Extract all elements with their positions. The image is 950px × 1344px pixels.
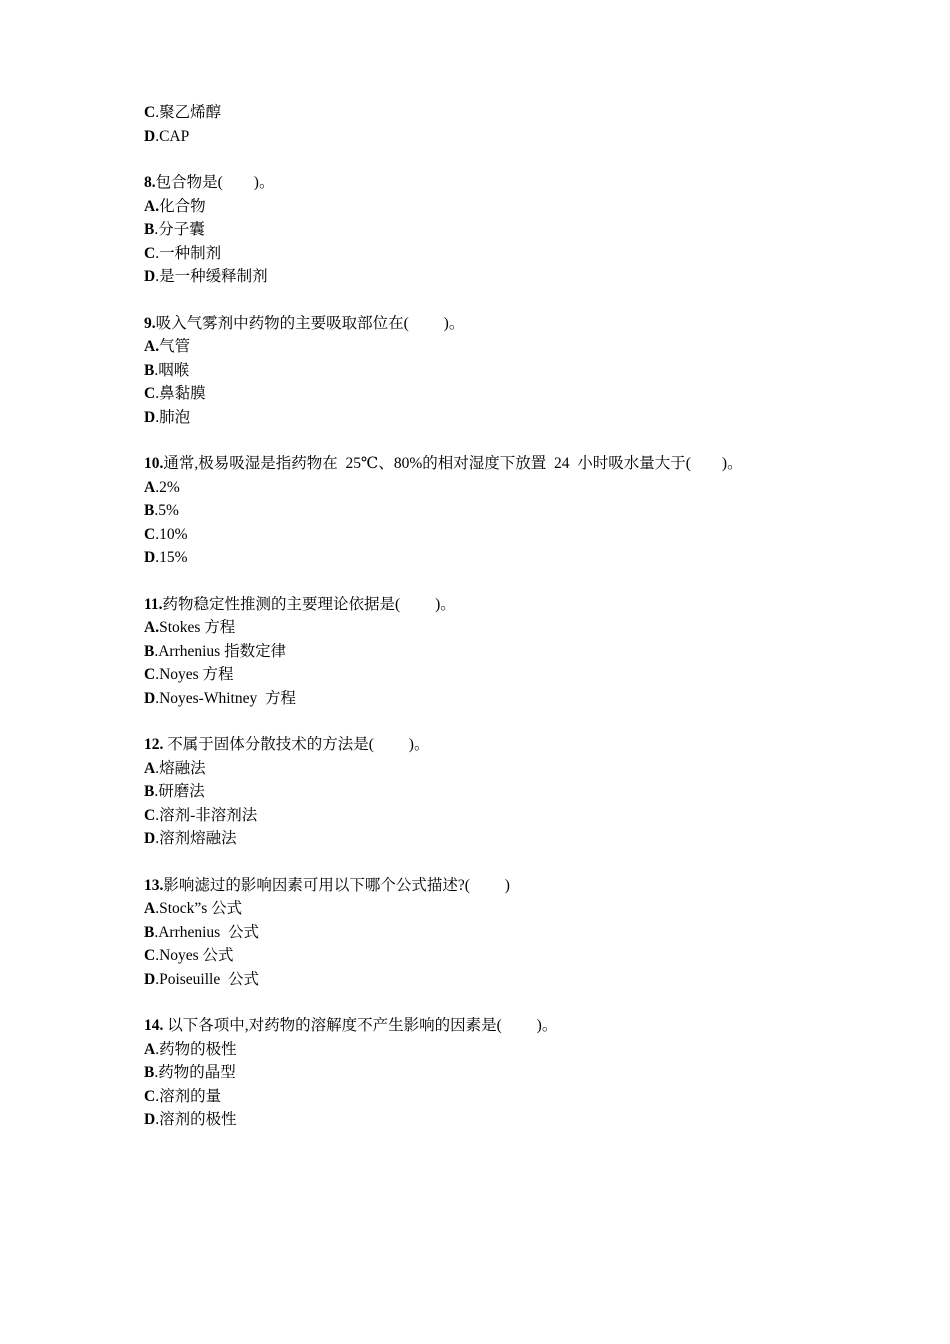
answer-option	[144, 499, 844, 523]
question-number: 13.	[144, 876, 164, 894]
option-text: .溶剂熔融法	[155, 830, 237, 847]
option-letter: C	[144, 806, 156, 824]
answer-option	[144, 1108, 844, 1132]
block-spacer	[144, 851, 844, 874]
option-text: 化合物	[159, 197, 206, 215]
option-letter: B	[144, 502, 155, 519]
question-number: 9.	[144, 314, 156, 332]
option-letter: B	[144, 642, 155, 660]
question-number: 10.	[144, 455, 164, 472]
question-text: 不属于固体分散技术的方法是( )。	[163, 736, 430, 753]
question-text: 以下各项中,对药物的溶解度不产生影响的因素是( )。	[163, 1017, 558, 1034]
option-text: .溶剂的量	[155, 1087, 222, 1105]
answer-option	[144, 616, 844, 640]
answer-option	[144, 827, 844, 851]
answer-option	[144, 757, 844, 781]
option-text: .Arrhenius 公式	[154, 923, 259, 941]
option-text: .分子囊	[154, 221, 205, 238]
answer-option	[144, 406, 844, 430]
question-text: 影响滤过的影响因素可用以下哪个公式描述?( )	[163, 876, 510, 894]
answer-option	[144, 1061, 844, 1085]
option-letter: A.	[144, 619, 160, 636]
answer-option	[144, 897, 844, 921]
answer-option	[144, 780, 844, 804]
option-text: .溶剂的极性	[155, 1111, 237, 1128]
answer-option	[144, 968, 844, 992]
option-text: .Noyes 方程	[155, 666, 234, 683]
question-text: 通常,极易吸湿是指药物在 25℃、80%的相对湿度下放置 24 小时吸水量大于( )。	[163, 455, 743, 472]
block-spacer	[144, 991, 844, 1014]
question-stem	[144, 593, 844, 617]
answer-option	[144, 687, 844, 711]
option-letter: B	[144, 923, 155, 941]
option-letter: B	[144, 221, 155, 238]
option-text: .聚乙烯醇	[155, 104, 222, 121]
option-letter: A.	[144, 197, 160, 215]
question-block	[144, 733, 844, 851]
option-text: .鼻黏膜	[155, 385, 206, 402]
option-letter: C	[144, 104, 156, 121]
option-text: .是一种缓释制剂	[155, 268, 268, 285]
option-text: 气管	[159, 338, 191, 355]
option-letter: C	[144, 947, 156, 964]
option-letter: B	[144, 1064, 155, 1081]
answer-option	[144, 125, 844, 149]
option-text: .咽喉	[154, 361, 190, 379]
answer-option	[144, 1038, 844, 1062]
option-text: .Stock”s 公式	[155, 900, 243, 917]
option-text: .Poiseuille 公式	[155, 970, 259, 988]
question-text: 药物稳定性推测的主要理论依据是( )。	[162, 595, 456, 613]
answer-option	[144, 218, 844, 242]
option-letter: D	[144, 1111, 156, 1128]
option-letter: D	[144, 549, 156, 566]
answer-option	[144, 944, 844, 968]
option-letter: D	[144, 970, 156, 988]
block-spacer	[144, 429, 844, 452]
question-stem	[144, 1014, 844, 1038]
option-text: .溶剂-非溶剂法	[155, 806, 258, 824]
answer-option	[144, 476, 844, 500]
question-block	[144, 312, 844, 430]
option-text: .Arrhenius 指数定律	[154, 642, 287, 660]
option-letter: C	[144, 1087, 156, 1105]
answer-option	[144, 663, 844, 687]
option-letter: C	[144, 525, 156, 543]
option-text: .药物的极性	[155, 1040, 237, 1058]
question-number: 11.	[144, 595, 163, 613]
question-block	[144, 593, 844, 711]
option-letter: D	[144, 268, 156, 285]
answer-option	[144, 804, 844, 828]
answer-option	[144, 640, 844, 664]
option-letter: A.	[144, 338, 160, 355]
block-spacer	[144, 289, 844, 312]
option-text: .一种制剂	[155, 244, 222, 262]
question-block	[144, 171, 844, 289]
answer-option	[144, 382, 844, 406]
question-stem	[144, 733, 844, 757]
question-block	[144, 452, 844, 570]
answer-option	[144, 195, 844, 219]
question-text: 包合物是( )。	[155, 174, 275, 191]
block-spacer	[144, 148, 844, 171]
answer-option	[144, 101, 844, 125]
option-text: .Noyes 公式	[155, 947, 234, 964]
option-letter: D	[144, 408, 156, 426]
question-stem	[144, 312, 844, 336]
question-number: 14.	[144, 1017, 164, 1034]
answer-option	[144, 359, 844, 383]
option-text: Stokes 方程	[159, 619, 236, 636]
option-letter: C	[144, 385, 156, 402]
answer-option	[144, 242, 844, 266]
document-page	[144, 101, 844, 1132]
option-text: .5%	[154, 502, 179, 519]
option-letter: A	[144, 1040, 156, 1058]
option-text: .肺泡	[155, 408, 191, 426]
option-text: .CAP	[155, 127, 190, 145]
question-number: 8.	[144, 174, 156, 191]
block-spacer	[144, 570, 844, 593]
option-letter: A	[144, 900, 156, 917]
block-spacer	[144, 710, 844, 733]
question-stem	[144, 452, 844, 476]
question-block	[144, 1014, 844, 1132]
question-stem	[144, 874, 844, 898]
option-letter: B	[144, 783, 155, 800]
option-letter: A	[144, 759, 156, 777]
option-text: .Noyes-Whitney 方程	[155, 689, 296, 707]
option-text: .熔融法	[155, 759, 206, 777]
answer-option	[144, 265, 844, 289]
answer-option	[144, 921, 844, 945]
option-letter: A	[144, 478, 156, 496]
option-text: .10%	[155, 525, 188, 543]
answer-option	[144, 546, 844, 570]
question-stem	[144, 171, 844, 195]
question-number: 12.	[144, 736, 164, 753]
option-letter: D	[144, 689, 156, 707]
question-block	[144, 101, 844, 148]
option-letter: D	[144, 127, 156, 145]
answer-option	[144, 1085, 844, 1109]
answer-option	[144, 523, 844, 547]
option-letter: D	[144, 830, 156, 847]
option-text: .15%	[155, 549, 188, 566]
option-text: .药物的晶型	[154, 1064, 236, 1081]
option-text: .研磨法	[154, 783, 205, 800]
option-text: .2%	[155, 478, 180, 496]
option-letter: B	[144, 361, 155, 379]
question-text: 吸入气雾剂中药物的主要吸取部位在( )。	[155, 314, 465, 332]
question-block	[144, 874, 844, 992]
option-letter: C	[144, 244, 156, 262]
answer-option	[144, 335, 844, 359]
option-letter: C	[144, 666, 156, 683]
